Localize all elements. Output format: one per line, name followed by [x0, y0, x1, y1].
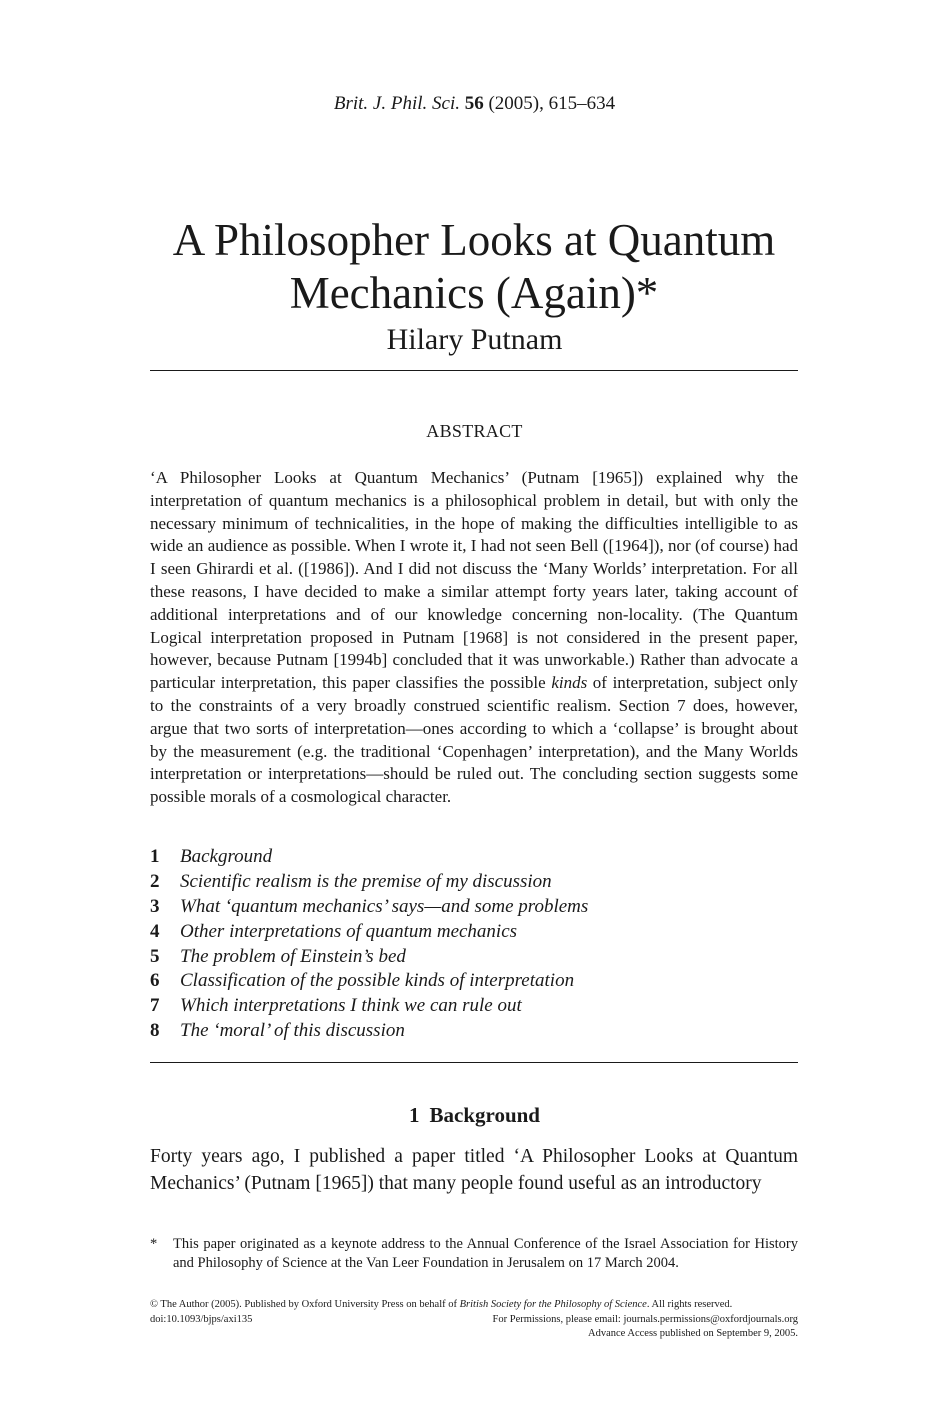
abstract-text — [150, 467, 798, 809]
journal-abbrev: Brit. J. Phil. Sci. — [333, 93, 460, 114]
doi: doi:10.1093/bjps/axi135 — [150, 1313, 253, 1325]
toc-number: 4 — [150, 920, 160, 942]
copyright-block — [150, 1298, 798, 1342]
paper-title — [150, 214, 798, 320]
toc-item — [150, 845, 798, 870]
journal-citation — [0, 92, 949, 116]
copyright-row — [150, 1313, 798, 1328]
title-line-1: A Philosopher Looks at Quantum — [172, 215, 776, 265]
section-number: 1 — [409, 1103, 420, 1127]
toc-item — [150, 870, 798, 895]
toc-number: 8 — [150, 1020, 160, 1042]
toc-number: 3 — [150, 895, 160, 917]
body-paragraph: Forty years ago, I published a paper titled ‘A Philosopher Looks at Quantum Mechanics’ (Putnam [1965]) that many people found useful as an introductory — [150, 1146, 798, 1194]
toc-item — [150, 994, 798, 1019]
toc-number: 5 — [150, 945, 160, 967]
header-divider — [150, 370, 798, 371]
author-name: Hilary Putnam — [386, 323, 563, 356]
toc-number: 1 — [150, 846, 160, 867]
toc-item — [150, 945, 798, 970]
abstract-part-2: of interpretation, subject only to the constraints of a very broadly construed scientific realism. Section 7 does, however, argue that two sorts of interpretation—ones according to which a ‘collapse’ is brought about by the measurement (e.g. the traditional ‘Copenhagen’ interpretation), and the Many Worlds interpretation or interpretations—should be ruled out. The concluding section suggests some possible morals of a cosmological character. — [150, 673, 798, 807]
advance-access: Advance Access published on September 9, 2005. — [588, 1328, 798, 1339]
toc-number: 7 — [150, 995, 160, 1017]
toc-title: Scientific realism is the premise of my discussion — [180, 870, 552, 892]
footnote-mark: * — [150, 1236, 158, 1252]
toc-item — [150, 969, 798, 994]
section-heading — [0, 1101, 949, 1129]
table-of-contents — [150, 845, 798, 1044]
abstract-part-1: ‘A Philosopher Looks at Quantum Mechanics’ (Putnam [1965]) explained why the interpretation of quantum mechanics is a philosophical problem in detail, but with only the necessary minimum of technicalities, in the hope of making the difficulties intelligible to as wide an audience as possible. When I wrote it, I had not seen Bell ([1964]), nor (of course) had I seen Ghirardi et al. ([1986]). And I did not discuss the ‘Many Worlds’ interpretation. For all these reasons, I have decided to make a similar attempt forty years later, taking account of additional interpretations and of our knowledge concerning non-locality. (The Quantum Logical interpretation proposed in Putnam [1968] is not considered in the present paper, however, because Putnam [1994b] concluded that it was unworkable.) Rather than advocate a particular interpretation, this paper classifies the possible — [150, 468, 798, 693]
footnote-text: This paper originated as a keynote address to the Annual Conference of the Israel Association for History and Philosophy of Science at the Van Leer Foundation in Jerusalem on 17 March 2004. — [173, 1236, 798, 1271]
toc-divider — [150, 1062, 798, 1063]
toc-title: The ‘moral’ of this discussion — [180, 1020, 405, 1042]
toc-number: 2 — [150, 870, 160, 892]
toc-title: What ‘quantum mechanics’ says—and some problems — [180, 895, 589, 917]
abstract-heading: ABSTRACT — [426, 421, 523, 441]
toc-title: Classification of the possible kinds of interpretation — [180, 970, 575, 992]
section-title: Background — [429, 1103, 540, 1127]
toc-title: Other interpretations of quantum mechanics — [180, 920, 518, 942]
footnote — [150, 1235, 798, 1273]
toc-number: 6 — [150, 970, 160, 992]
journal-year-pages: (2005), 615–634 — [488, 93, 616, 114]
toc-title: The problem of Einstein’s bed — [180, 945, 406, 967]
copyright-society: British Society for the Philosophy of Science — [459, 1299, 647, 1310]
copyright-notice-b: . All rights reserved. — [646, 1299, 733, 1310]
title-line-2: Mechanics (Again)* — [289, 268, 659, 318]
toc-item — [150, 920, 798, 945]
toc-item — [150, 1019, 798, 1044]
journal-volume: 56 — [464, 93, 484, 114]
toc-item — [150, 895, 798, 920]
copyright-notice-a: © The Author (2005). Published by Oxford University Press on behalf of — [150, 1299, 460, 1310]
toc-title: Background — [180, 846, 273, 867]
toc-title: Which interpretations I think we can rule out — [180, 995, 522, 1017]
permissions: For Permissions, please email: journals.permissions@oxfordjournals.org — [492, 1313, 798, 1325]
copyright-notice — [150, 1298, 798, 1313]
abstract-emphasis: kinds — [551, 673, 588, 693]
